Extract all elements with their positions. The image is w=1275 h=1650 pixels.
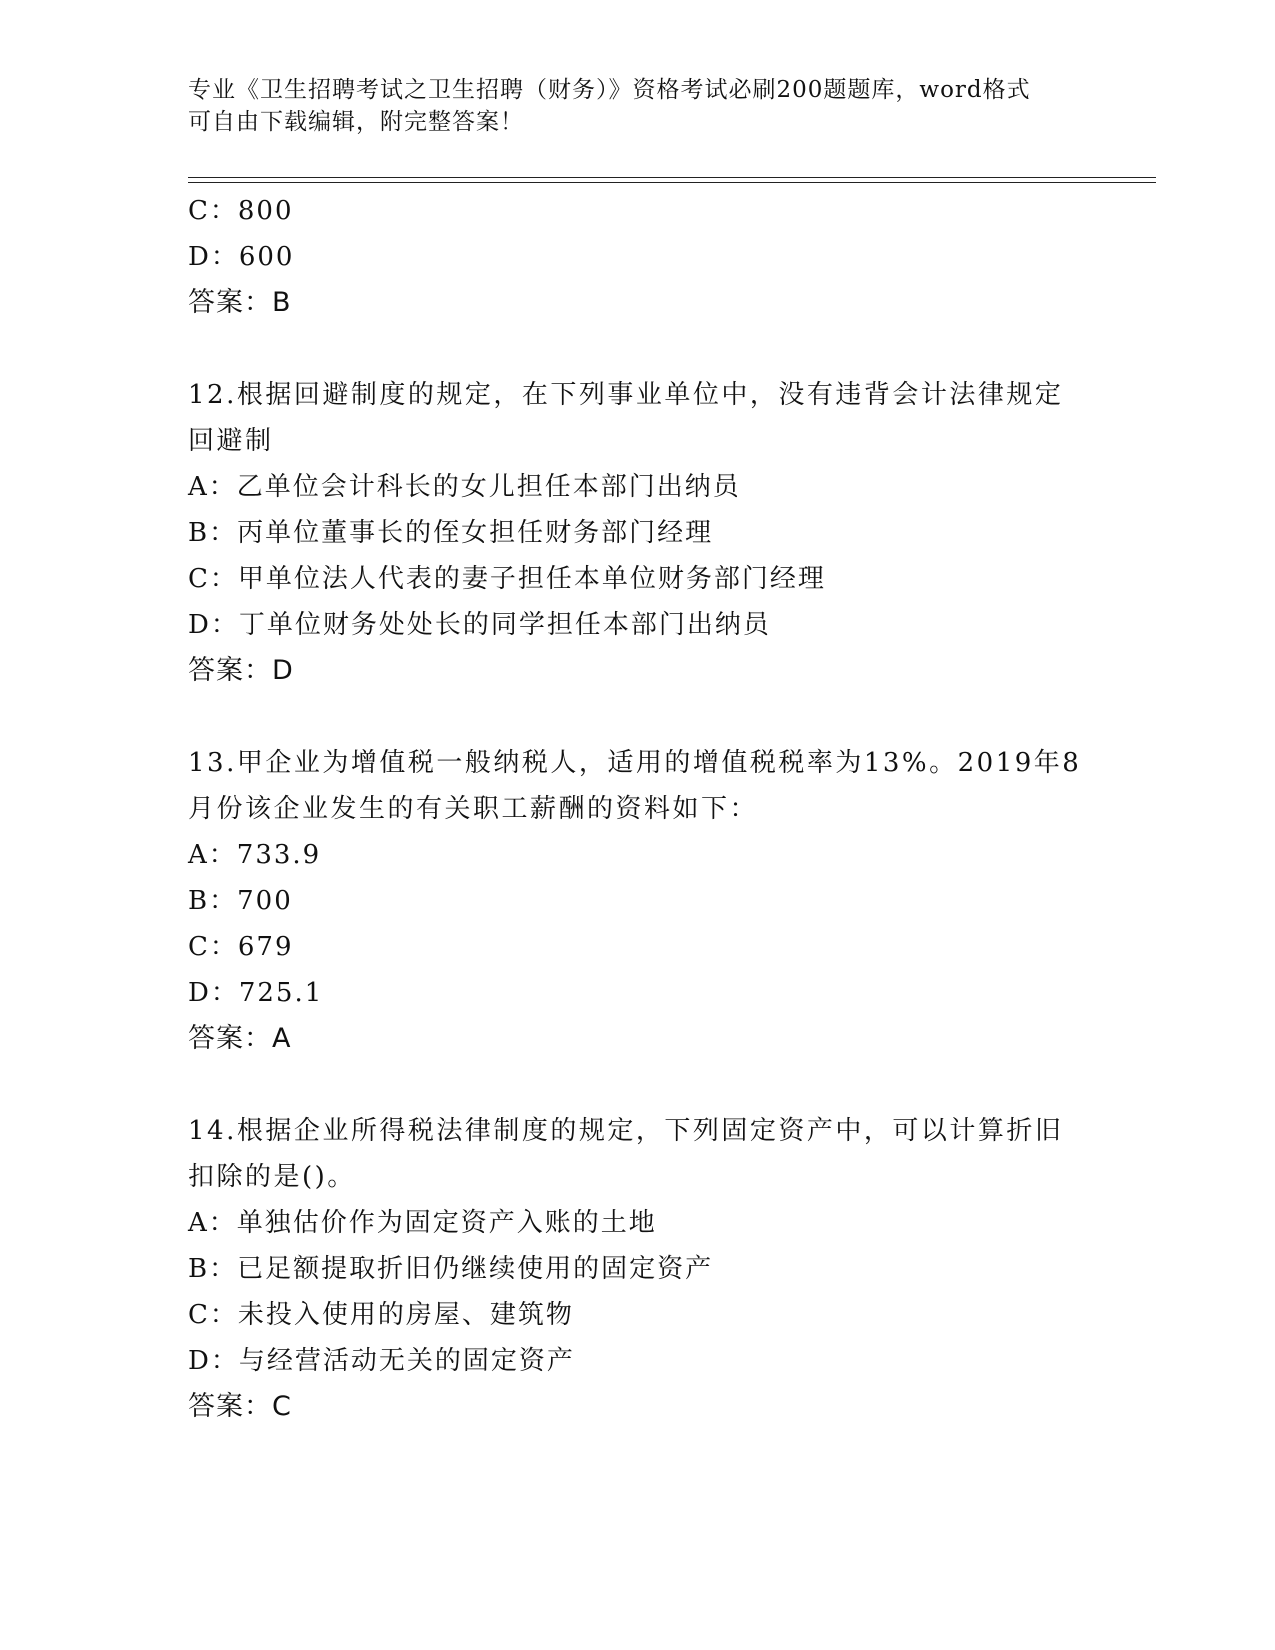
- question-14: [188, 1108, 1088, 1430]
- option-c: C：甲单位法人代表的妻子担任本单位财务部门经理: [188, 564, 826, 594]
- document-header: [188, 74, 1068, 138]
- question-stem: 13.甲企业为增值税一般纳税人，适用的增值税税率为13%。2019年8: [188, 748, 1082, 778]
- option-b: B：丙单位董事长的侄女担任财务部门经理: [188, 518, 714, 548]
- previous-question-tail: [188, 188, 1088, 326]
- option-d: D：与经营活动无关的固定资产: [188, 1346, 575, 1376]
- header-line-2: 可自由下载编辑，附完整答案！: [188, 109, 524, 135]
- answer-line: 答案：D: [188, 655, 294, 686]
- question-stem: 12.根据回避制度的规定，在下列事业单位中，没有违背会计法律规定: [188, 380, 1064, 410]
- option-b: B：700: [188, 886, 293, 916]
- answer-line: 答案：B: [188, 287, 292, 318]
- option-d: D：725.1: [188, 978, 324, 1008]
- option-c: C：800: [188, 196, 294, 226]
- question-13: [188, 740, 1088, 1062]
- option-d: D：600: [188, 242, 295, 272]
- question-list: [188, 188, 1088, 1430]
- option-a: A：单独估价作为固定资产入账的土地: [188, 1208, 657, 1238]
- spacer: [188, 326, 1088, 372]
- option-c: C：679: [188, 932, 294, 962]
- header-line-1: 专业《卫生招聘考试之卫生招聘（财务）》资格考试必刷200题题库，word格式: [188, 77, 1031, 103]
- question-stem: 扣除的是()。: [188, 1162, 356, 1192]
- option-c: C：未投入使用的房屋、建筑物: [188, 1300, 574, 1330]
- spacer: [188, 694, 1088, 740]
- question-stem: 回避制: [188, 426, 274, 456]
- header-divider: [188, 177, 1156, 183]
- option-d: D：丁单位财务处处长的同学担任本部门出纳员: [188, 610, 771, 640]
- option-a: A：733.9: [188, 840, 322, 870]
- question-stem: 14.根据企业所得税法律制度的规定，下列固定资产中，可以计算折旧: [188, 1116, 1064, 1146]
- question-12: [188, 372, 1088, 694]
- question-stem: 月份该企业发生的有关职工薪酬的资料如下：: [188, 794, 759, 824]
- spacer: [188, 1062, 1088, 1108]
- answer-line: 答案：A: [188, 1023, 292, 1054]
- option-a: A：乙单位会计科长的女儿担任本部门出纳员: [188, 472, 741, 502]
- option-b: B：已足额提取折旧仍继续使用的固定资产: [188, 1254, 714, 1284]
- answer-line: 答案：C: [188, 1391, 292, 1422]
